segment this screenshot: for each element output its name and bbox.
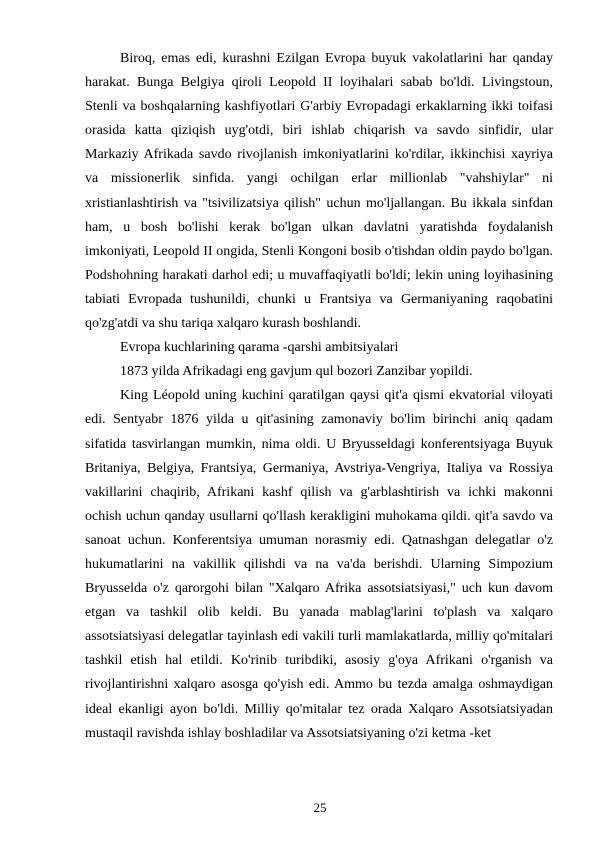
paragraph-heading-ambitions: Evropa kuchlarining qarama -qarshi ambitsiyalari: [120, 340, 399, 356]
paragraph-zanzibar: 1873 yilda Afrikadagi eng gavjum qul bozori Zanzibar yopildi.: [120, 364, 473, 380]
paragraph-leopold-projects: Biroq, emas edi, kurashni Ezilgan Evropa buyuk vakolatlarini har qanday harakat. Bunga Belgiya qiroli Leopold II loyihalari sabab bo'ldi. Livingstoun, Stenli va boshqalarning kashfiyotlari G'arbiy Evropadagi erkaklarning ikki toifasi orasida katta qiziqish uyg'otdi, biri ishlab chiqarish va savdo sinfidir, ular Markaziy Afrikada savdo rivojlanish imkoniyatlarini ko'rdilar, ikkinchisi xayriya va missionerlik sinfida. yangi ochilgan erlar millionlab "vahshiylar" ni xristianlashtirish va "tsivilizatsiya qilish" uchun mo'ljallangan. Bu ikkala sinfdan ham, u bosh bo'lishi kerak bo'lgan ulkan davlatni yaratishda foydalanish imkoniyati, Leopold II ongida, Stenli Kongoni bosib o'tishdan oldin paydo bo'lgan. Podshohning harakati darhol edi; u muvaffaqiyatli bo'ldi; lekin uning loyihasining tabiati Evropada tushunildi, chunki u Frantsiya va Germaniyaning raqobatini qo'zg'atdi va shu tariqa xalqaro kurash boshlandi.: [85, 51, 553, 332]
paragraph-brussels-conference: King Léopold uning kuchini qaratilgan qaysi qit'a qismi ekvatorial viloyati edi. Sentyabr 1876 yilda u qit'asining zamonaviy bo'lim birinchi aniq qadam sifatida tasvirlangan mumkin, nima oldi. U Bryusseldagi konferentsiyaga Buyuk Britaniya, Belgiya, Frantsiya, Germaniya, Avstriya-Vengriya, Italiya va Rossiya vakillarini chaqirib, Afrikani kashf qilish va g'arblashtirish va ichki makonni ochish uchun qanday usullarni qo'llash kerakligini muhokama qildi. qit'a savdo va sanoat uchun. Konferentsiya umuman norasmiy edi. Qatnashgan delegatlar o'z hukumatlarini na vakillik qilishdi va na va'da berishdi. Ularning Simpozium Bryusselda o'z qarorgohi bilan "Xalqaro Afrika assotsiatsiyasi," uch kun davom etgan va tashkil olib keldi. Bu yanada mablag'larini to'plash va xalqaro assotsiatsiyasi delegatlar tayinlash edi vakili turli mamlakatlarda, milliy qo'mitalari tashkil etish hal etildi. Ko'rinib turibdiki, asosiy g'oya Afrikani o'rganish va rivojlantirishni xalqaro asosga qo'yish edi. Ammo bu tezda amalga oshmaydigan ideal ekanligi ayon bo'ldi. Milliy qo'mitalar tez orada Xalqaro Assotsiatsiyadan mustaqil ravishda ishlay boshladilar va Assotsiatsiyaning o'zi ketma -ket: [85, 388, 553, 741]
body-text: [85, 47, 553, 746]
page-number: 25: [313, 800, 327, 815]
